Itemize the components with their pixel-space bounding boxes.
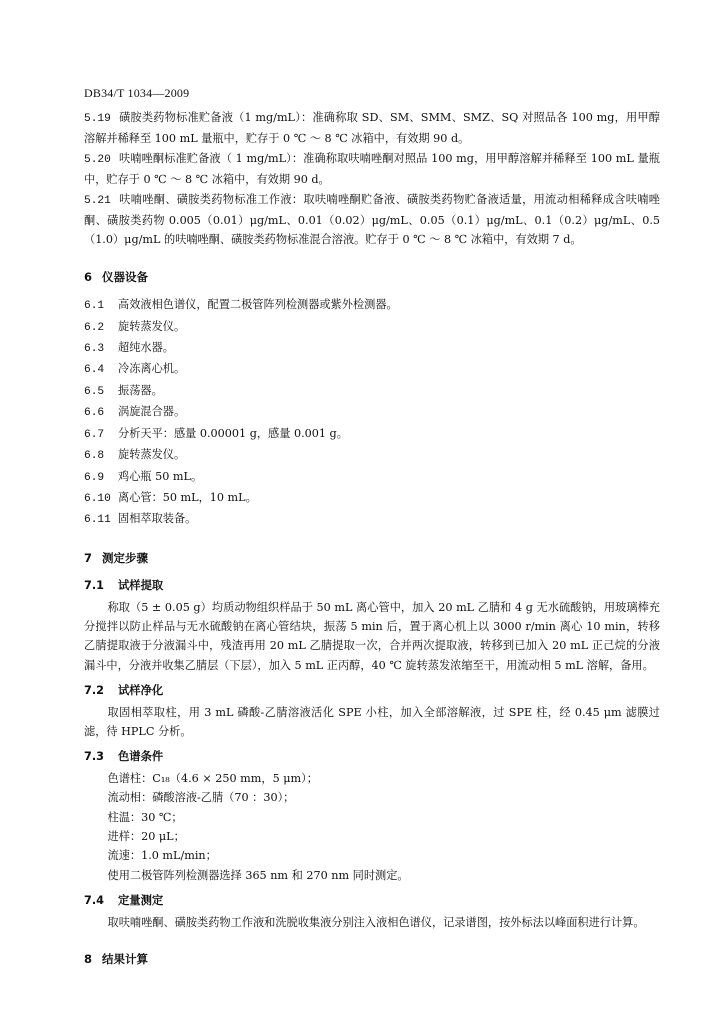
item-text: 分析天平：感量 0.00001 g，感量 0.001 g。 (118, 426, 348, 440)
reagent-5-19 (84, 108, 660, 149)
sample-purification-text: 取固相萃取柱，用 3 mL 磷酸-乙腈溶液活化 SPE 小柱，加入全部溶解液，过 SPE 柱，经 0.45 μm 滤膜过滤，待 HPLC 分析。 (84, 705, 660, 738)
section-number: 6 (84, 269, 93, 284)
item-number: 6.1 (84, 300, 105, 313)
section-title: 结果计算 (102, 952, 149, 967)
chromatography-condition-line: 进样：20 μL； (107, 830, 185, 843)
equipment-item (84, 445, 660, 466)
item-number: 6.6 (84, 407, 105, 420)
section-number: 8 (84, 952, 93, 967)
subsection-7-4-heading (84, 891, 660, 910)
clause-text: 呋喃唑酮、磺胺类药物标准工作液：取呋喃唑酮贮备液、磺胺类药物贮备液适量，用流动相稀释成含呋喃唑酮、磺胺类药物 0.005（0.01）μg/mL、0.01（0.02）μg/mL、0.05（0.1）μg/mL、0.1（0.2）μg/mL、0.5（1.0）μg/mL 的呋喃唑酮、磺胺类药物标准混合溶液。贮存于 0 ℃ ～ 8 ℃ 冰箱中，有效期 7 d。 (84, 192, 660, 247)
clause-text: 呋喃唑酮标准贮备液（ 1 mg/mL）：准确称取呋喃唑酮对照品 100 mg，用甲醇溶解并稀释至 100 mL 量瓶中，贮存于 0 ℃ ～ 8 ℃ 冰箱中，有效期 90 d。 (84, 151, 660, 187)
quantitative-determination-text: 取呋喃唑酮、磺胺类药物工作液和洗脱收集液分别注入液相色谱仪，记录谱图，按外标法以峰面积进行计算。 (107, 915, 645, 929)
sample-extraction-text: 称取（5 ± 0.05 g）均质动物组织样品于 50 mL 离心管中，加入 20 mL 乙腈和 4 g 无水硫酸钠，用玻璃棒充分搅拌以防止样品与无水硫酸钠在离心管结块，振荡 5 min 后，置于离心机上以 3000 r/min 离心 10 min，转移乙腈提取液于分液漏斗中，残渣再用 20 mL 乙腈提取一次，合并两次提取液，转移到已加入 20 mL 正己烷的分液漏斗中，分液并收集乙腈层（下层），加入 5 mL 正丙醇，40 ℃ 旋转蒸发浓缩至干，用流动相 5 mL 溶解，备用。 (84, 600, 660, 672)
section-8-heading (84, 950, 660, 969)
chromatography-condition-line: 色谱柱：C₁₈（4.6 × 250 mm，5 μm）； (107, 771, 318, 785)
item-number: 6.5 (84, 385, 105, 398)
equipment-item (84, 509, 660, 530)
item-text: 旋转蒸发仪。 (118, 448, 186, 462)
clause-number: 5.21 (84, 194, 111, 207)
item-text: 冷冻离心机。 (118, 362, 186, 376)
item-text: 固相萃取装备。 (118, 512, 197, 526)
chromatography-condition-line: 流速：1.0 mL/min； (107, 849, 217, 863)
item-text: 旋转蒸发仪。 (118, 319, 186, 333)
subsection-number: 7.1 (84, 579, 105, 593)
clause-number: 5.19 (84, 113, 111, 125)
chromatography-condition-line: 流动相：磷酸溶液-乙腈（70 ：30）； (107, 791, 295, 805)
subsection-title: 定量测定 (118, 894, 164, 908)
item-text: 离心管：50 mL，10 mL。 (118, 490, 257, 504)
equipment-item (84, 381, 660, 402)
item-text: 高效液相色谱仪，配置二极管阵列检测器或紫外检测器。 (118, 298, 398, 312)
reagent-5-21 (84, 190, 660, 250)
reagent-5-20 (84, 149, 660, 190)
item-number: 6.9 (84, 471, 105, 484)
item-number: 6.4 (84, 364, 105, 377)
document-body (84, 108, 660, 977)
section-title: 测定步骤 (102, 550, 149, 565)
item-number: 6.11 (84, 514, 111, 527)
section-6-heading (84, 268, 660, 287)
clause-text: 磺胺类药物标准贮备液（1 mg/mL）：准确称取 SD、SM、SMM、SMZ、SQ 对照品各 100 mg，用甲醇溶解并稀释至 100 mL 量瓶中，贮存于 0 ℃ ～ 8 ℃ 冰箱中，有效期 90 d。 (84, 111, 660, 146)
equipment-item (84, 488, 660, 509)
equipment-item (84, 359, 660, 380)
equipment-item (84, 317, 660, 338)
subsection-title: 色谱条件 (118, 750, 164, 764)
equipment-item (84, 424, 660, 445)
equipment-item (84, 467, 660, 488)
item-text: 超纯水器。 (118, 341, 174, 355)
subsection-number: 7.2 (84, 684, 105, 698)
item-number: 6.7 (84, 428, 105, 441)
item-number: 6.8 (84, 450, 105, 463)
section-number: 7 (84, 550, 93, 565)
subsection-title: 试样提取 (118, 579, 164, 593)
chromatography-condition-line: 使用二极管阵列检测器选择 365 nm 和 270 nm 同时测定。 (107, 868, 409, 882)
section-title: 仪器设备 (102, 269, 149, 284)
section-7-heading (84, 549, 660, 568)
subsection-number: 7.3 (84, 750, 105, 764)
equipment-item (84, 338, 660, 359)
item-text: 鸡心瓶 50 mL。 (118, 469, 203, 483)
clause-number: 5.20 (84, 153, 111, 166)
item-text: 振荡器。 (118, 383, 163, 397)
item-number: 6.3 (84, 343, 105, 356)
subsection-number: 7.4 (84, 894, 105, 908)
subsection-7-1-heading (84, 576, 660, 595)
equipment-item (84, 402, 660, 423)
item-text: 涡旋混合器。 (118, 405, 186, 419)
item-number: 6.10 (84, 492, 111, 505)
equipment-item (84, 295, 660, 316)
item-number: 6.2 (84, 321, 105, 334)
chromatography-condition-line: 柱温：30 ℃； (107, 810, 183, 824)
subsection-7-2-heading (84, 681, 660, 700)
subsection-7-3-heading (84, 747, 660, 766)
subsection-title: 试样净化 (118, 684, 164, 698)
document-code-header: DB34/T 1034—2009 (84, 86, 190, 100)
